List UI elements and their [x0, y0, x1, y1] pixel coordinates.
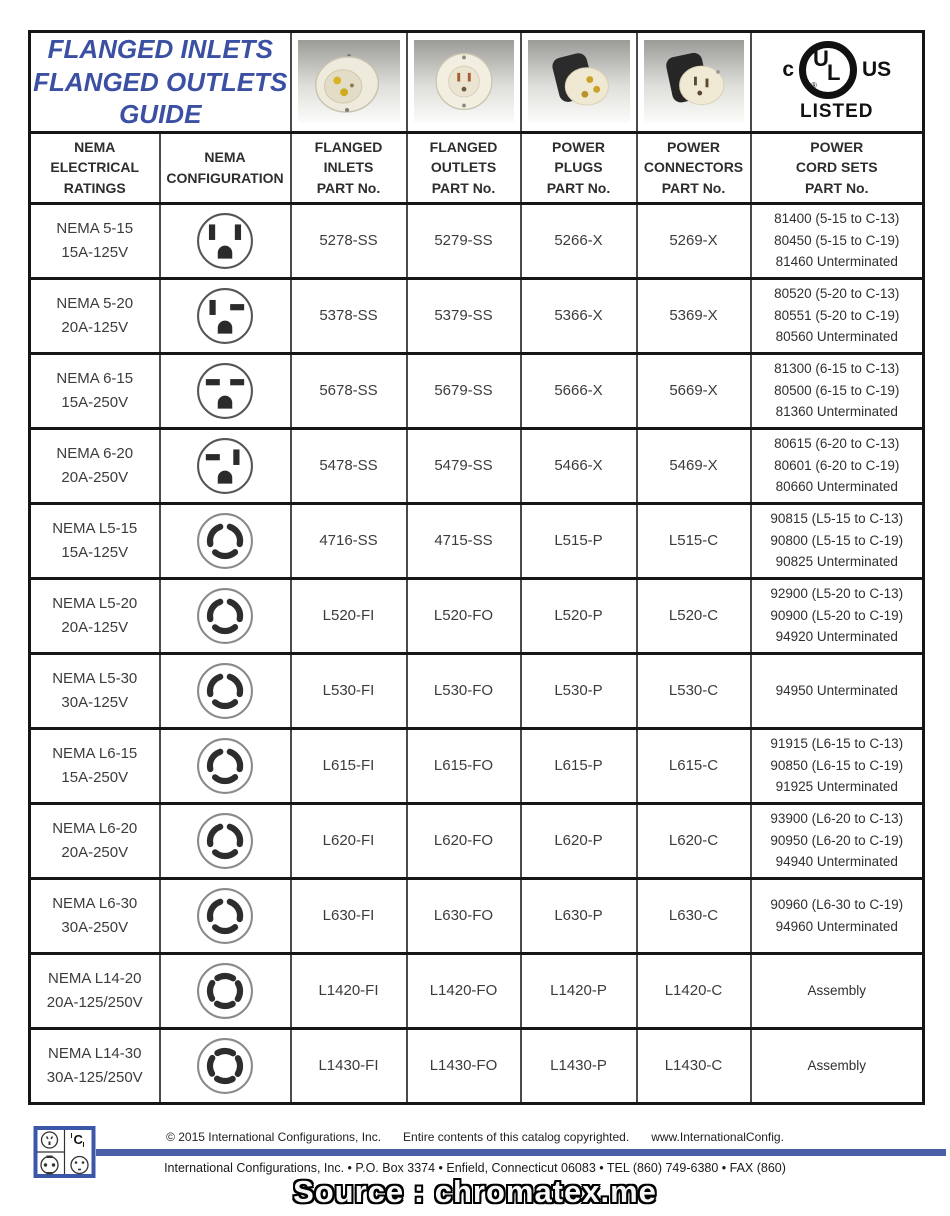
nema-6-15-config-icon — [196, 362, 254, 420]
ul-c-label: c — [782, 57, 794, 81]
flanged-outlet-part: L1420-FO — [407, 953, 521, 1028]
nema-rating: NEMA L5-20 — [52, 595, 138, 613]
cord-sets — [751, 578, 924, 653]
flanged-outlet-part: L1430-FO — [407, 1028, 521, 1103]
copyright-notice: Entire contents of this catalog copyrighted. — [403, 1130, 630, 1144]
power-connector-image — [644, 40, 744, 123]
table-row — [30, 278, 924, 353]
footer-copyright-line — [0, 1130, 950, 1144]
cord-set-line: 90825 Unterminated — [775, 554, 898, 570]
flanged-inlet-part: L520-FI — [291, 578, 407, 653]
nema-volts: 30A-250V — [61, 918, 129, 936]
cord-set-line: 80450 (5-15 to C-19) — [774, 232, 900, 248]
flanged-inlet-part: L530-FI — [291, 653, 407, 728]
nema-6-20-config-icon — [196, 437, 254, 495]
flanged-inlet-part: 5678-SS — [291, 353, 407, 428]
table-row — [30, 728, 924, 803]
header-image-row — [30, 32, 924, 133]
nema-l5-15-config-icon — [196, 512, 254, 570]
cord-set-line: Assembly — [807, 1057, 866, 1073]
flanged-inlet-part: 5278-SS — [291, 203, 407, 278]
nema-volts: 20A-250V — [61, 843, 129, 861]
cord-set-line: 91915 (L6-15 to C-13) — [770, 735, 904, 751]
flanged-inlet-photo — [298, 40, 400, 123]
flanged-outlet-part: L620-FO — [407, 803, 521, 878]
col-header-power-connectors: POWER CONNECTORS PART No. — [637, 132, 751, 203]
power-plug-part: L630-P — [521, 878, 637, 953]
cord-set-line: 90960 (L6-30 to C-19) — [770, 896, 904, 912]
guide-title: FLANGED INLETS FLANGED OUTLETS GUIDE — [30, 32, 291, 133]
cord-set-line: 80615 (6-20 to C-13) — [774, 435, 900, 451]
table-row — [30, 203, 924, 278]
cord-set-line: Assembly — [807, 982, 866, 998]
cord-set-line: 91925 Unterminated — [775, 779, 898, 795]
cord-set-line: 90950 (L6-20 to C-19) — [770, 832, 904, 848]
col-header-power-cord-sets: POWER CORD SETS PART No. — [751, 132, 924, 203]
flanged-inlet-part: 5478-SS — [291, 428, 407, 503]
nema-rating: NEMA 6-20 — [56, 445, 134, 463]
flanged-outlet-part: L520-FO — [407, 578, 521, 653]
power-connector-part: L515-C — [637, 503, 751, 578]
table-row — [30, 578, 924, 653]
nema-l14-20-config-icon — [196, 962, 254, 1020]
cord-set-line: 80551 (5-20 to C-19) — [774, 307, 900, 323]
cord-set-line: 94920 Unterminated — [775, 629, 898, 645]
flanged-inlet-part: L1430-FI — [291, 1028, 407, 1103]
cord-sets — [751, 203, 924, 278]
table-row — [30, 803, 924, 878]
nema-rating: NEMA L14-30 — [48, 1045, 142, 1063]
table-row — [30, 353, 924, 428]
nema-volts: 15A-250V — [61, 393, 129, 411]
power-connector-part: L615-C — [637, 728, 751, 803]
flanged-guide-table — [28, 30, 925, 1105]
flanged-outlet-photo — [414, 40, 514, 123]
cord-set-line: 80500 (6-15 to C-19) — [774, 382, 900, 398]
nema-volts: 30A-125V — [61, 693, 129, 711]
power-connector-part: L520-C — [637, 578, 751, 653]
power-plug-part: L1430-P — [521, 1028, 637, 1103]
table-row — [30, 1028, 924, 1103]
table-row — [30, 428, 924, 503]
cord-set-line: 94950 Unterminated — [775, 682, 898, 698]
table-row — [30, 878, 924, 953]
power-connector-part: L630-C — [637, 878, 751, 953]
table-row — [30, 953, 924, 1028]
cord-sets — [751, 803, 924, 878]
flanged-inlet-part: L1420-FI — [291, 953, 407, 1028]
nema-volts: 15A-125V — [61, 243, 129, 261]
ul-listed-label: LISTED — [799, 100, 874, 122]
cord-sets — [751, 878, 924, 953]
svg-text:I: I — [70, 1133, 73, 1140]
power-plug-photo — [528, 40, 630, 123]
power-plug-part: 5366-X — [521, 278, 637, 353]
nema-l6-30-config-icon — [196, 887, 254, 945]
nema-volts: 20A-250V — [61, 468, 129, 486]
cord-sets — [751, 278, 924, 353]
cord-set-line: 80660 Unterminated — [775, 479, 898, 495]
cord-sets — [751, 953, 924, 1028]
cord-set-line: 81400 (5-15 to C-13) — [774, 210, 900, 226]
svg-text:C: C — [73, 1132, 83, 1147]
power-plug-part: 5466-X — [521, 428, 637, 503]
nema-rating: NEMA 6-15 — [56, 370, 134, 388]
cord-set-line: 90900 (L5-20 to C-19) — [770, 607, 904, 623]
power-connector-part: L1430-C — [637, 1028, 751, 1103]
cord-sets — [751, 503, 924, 578]
nema-rating: NEMA L5-30 — [52, 670, 138, 688]
nema-volts: 15A-125V — [61, 543, 129, 561]
cord-set-line: 80560 Unterminated — [775, 329, 898, 345]
footer-divider-bar — [96, 1149, 946, 1156]
power-plug-part: 5266-X — [521, 203, 637, 278]
cord-sets — [751, 653, 924, 728]
nema-l6-20-config-icon — [196, 812, 254, 870]
nema-volts: 30A-125/250V — [46, 1068, 143, 1086]
flanged-inlet-part: L615-FI — [291, 728, 407, 803]
cord-sets — [751, 1028, 924, 1103]
col-header-power-plugs: POWER PLUGS PART No. — [521, 132, 637, 203]
flanged-inlet-part: 4716-SS — [291, 503, 407, 578]
power-plug-part: 5666-X — [521, 353, 637, 428]
cord-set-line: 80601 (6-20 to C-19) — [774, 457, 900, 473]
table-row — [30, 503, 924, 578]
cord-set-line: 90850 (L6-15 to C-19) — [770, 757, 904, 773]
nema-volts: 20A-125/250V — [46, 993, 143, 1011]
power-connector-photo — [644, 40, 744, 123]
power-plug-part: L615-P — [521, 728, 637, 803]
cord-set-line: 90800 (L5-15 to C-19) — [770, 532, 904, 548]
power-connector-part: 5369-X — [637, 278, 751, 353]
ul-us-label: US — [862, 57, 892, 81]
power-plug-part: L1420-P — [521, 953, 637, 1028]
flanged-inlet-part: L630-FI — [291, 878, 407, 953]
flanged-outlet-part: 4715-SS — [407, 503, 521, 578]
power-plug-part: L530-P — [521, 653, 637, 728]
cord-set-line: 81300 (6-15 to C-13) — [774, 360, 900, 376]
cord-set-line: 92900 (L5-20 to C-13) — [770, 585, 904, 601]
nema-l14-30-config-icon — [196, 1037, 254, 1095]
nema-rating: NEMA L5-15 — [52, 520, 138, 538]
cord-set-line: 81460 Unterminated — [775, 254, 898, 270]
cord-set-line: 94940 Unterminated — [775, 854, 898, 870]
cord-set-line: 94960 Unterminated — [775, 918, 898, 934]
nema-volts: 20A-125V — [61, 318, 129, 336]
flanged-outlet-part: 5379-SS — [407, 278, 521, 353]
cord-sets — [751, 728, 924, 803]
cord-sets — [751, 428, 924, 503]
nema-l5-30-config-icon — [196, 662, 254, 720]
cord-set-line: 81360 Unterminated — [775, 404, 898, 420]
website-link[interactable]: www.InternationalConfig. — [651, 1130, 784, 1144]
cord-set-line: 90815 (L5-15 to C-13) — [770, 510, 904, 526]
col-header-flanged-outlets: FLANGED OUTLETS PART No. — [407, 132, 521, 203]
flanged-outlet-image — [414, 40, 514, 123]
source-watermark: Source : chromatex.me — [293, 1174, 657, 1209]
power-plug-part: L620-P — [521, 803, 637, 878]
power-connector-part: 5469-X — [637, 428, 751, 503]
power-connector-part: L620-C — [637, 803, 751, 878]
ul-listed-mark — [751, 32, 924, 133]
power-plug-part: L520-P — [521, 578, 637, 653]
flanged-outlet-part: 5479-SS — [407, 428, 521, 503]
header-label-row — [30, 132, 924, 203]
footer-address-line: International Configurations, Inc. • P.O. Box 3374 • Enfield, Connecticut 06083 • TEL (860) 749-6380 • FAX (860) — [164, 1161, 786, 1175]
cord-set-line: 80520 (5-20 to C-13) — [774, 285, 900, 301]
nema-rating: NEMA L14-20 — [48, 970, 142, 988]
flanged-outlet-part: L530-FO — [407, 653, 521, 728]
power-connector-part: L530-C — [637, 653, 751, 728]
flanged-inlet-part: L620-FI — [291, 803, 407, 878]
power-connector-part: L1420-C — [637, 953, 751, 1028]
power-plug-image — [528, 40, 630, 123]
svg-text:I: I — [82, 1142, 85, 1149]
nema-volts: 15A-250V — [61, 768, 129, 786]
col-header-flanged-inlets: FLANGED INLETS PART No. — [291, 132, 407, 203]
col-header-ratings: NEMA ELECTRICAL RATINGS — [30, 132, 160, 203]
flanged-outlet-part: L630-FO — [407, 878, 521, 953]
nema-l6-15-config-icon — [196, 737, 254, 795]
ul-logo-icon: U L ® — [799, 41, 857, 99]
nema-volts: 20A-125V — [61, 618, 129, 636]
nema-5-20-config-icon — [196, 287, 254, 345]
nema-rating: NEMA L6-15 — [52, 745, 138, 763]
table-row — [30, 653, 924, 728]
col-header-configuration: NEMA CONFIGURATION — [160, 132, 291, 203]
nema-rating: NEMA 5-20 — [56, 295, 134, 313]
copyright-text: © 2015 International Configurations, Inc. — [166, 1130, 382, 1144]
nema-rating: NEMA L6-30 — [52, 895, 138, 913]
flanged-inlet-part: 5378-SS — [291, 278, 407, 353]
power-plug-part: L515-P — [521, 503, 637, 578]
nema-5-15-config-icon — [196, 212, 254, 270]
flanged-outlet-part: L615-FO — [407, 728, 521, 803]
nema-rating: NEMA 5-15 — [56, 220, 134, 238]
nema-l5-20-config-icon — [196, 587, 254, 645]
flanged-outlet-part: 5679-SS — [407, 353, 521, 428]
cord-set-line: 93900 (L6-20 to C-13) — [770, 810, 904, 826]
flanged-inlet-image — [298, 40, 400, 123]
flanged-outlet-part: 5279-SS — [407, 203, 521, 278]
power-connector-part: 5669-X — [637, 353, 751, 428]
cord-sets — [751, 353, 924, 428]
nema-rating: NEMA L6-20 — [52, 820, 138, 838]
power-connector-part: 5269-X — [637, 203, 751, 278]
